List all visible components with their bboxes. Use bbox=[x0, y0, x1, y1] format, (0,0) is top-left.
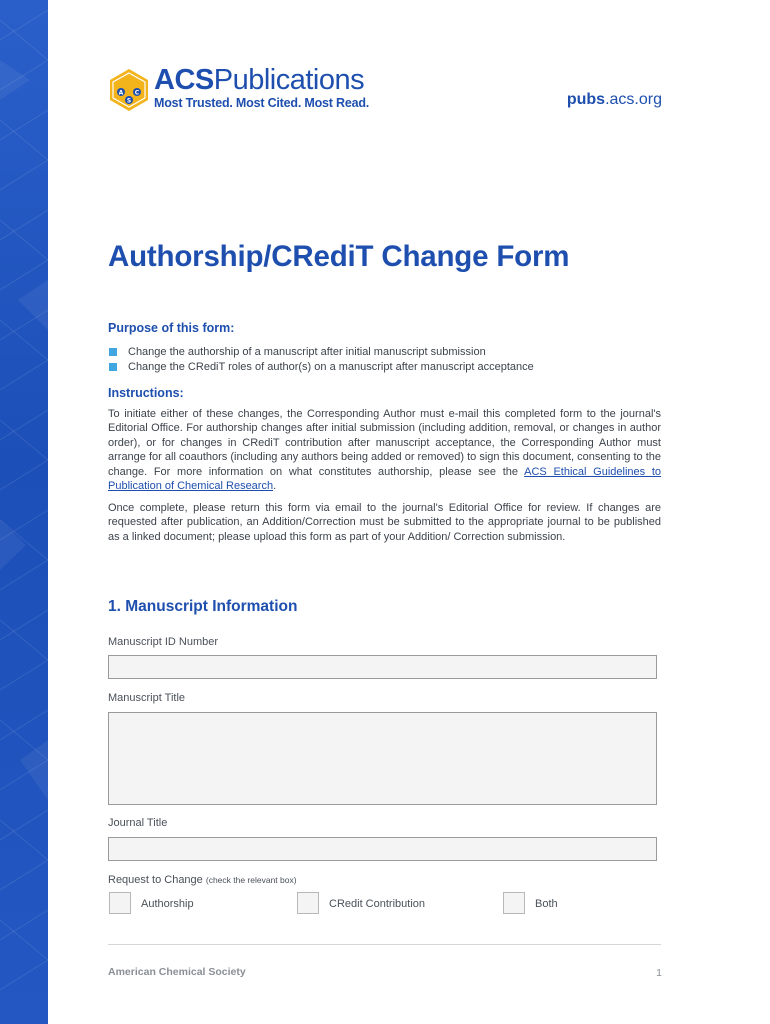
section-heading-manuscript-information: 1. Manuscript Information bbox=[108, 598, 298, 615]
instructions-paragraph-1: To initiate either of these changes, the Corresponding Author must e-mail this completed form to the journal's Editorial Office. For authorship changes after initial submission (including addition, removal, or changes in author order), or for changes in CRediT contribution after manuscript acceptance, the Corresponding Author must arrange for all coauthors (including any authors being added or removed) to sign this document, consenting to the change. For more information on what constitutes authorship, please see the ACS Ethical Guidelines to Publication of Chemical Research. bbox=[108, 408, 662, 493]
square-bullet-icon bbox=[109, 348, 117, 356]
acs-hexagon-logo-icon bbox=[108, 68, 150, 112]
both-checkbox[interactable] bbox=[503, 892, 525, 914]
credit-contribution-checkbox[interactable] bbox=[297, 892, 319, 914]
square-bullet-icon bbox=[109, 363, 117, 371]
acs-publications-logo[interactable] bbox=[108, 66, 368, 114]
request-to-change-label: Request to Change (check the relevant box) bbox=[108, 874, 297, 886]
purpose-heading: Purpose of this form: bbox=[108, 321, 235, 335]
svg-text:S: S bbox=[126, 97, 132, 105]
both-checkbox-label: Both bbox=[535, 898, 558, 910]
manuscript-title-input[interactable] bbox=[108, 712, 657, 805]
site-url-link[interactable]: pubs.acs.org bbox=[566, 91, 662, 108]
ethical-guidelines-link[interactable]: ACS Ethical Guidelines to Publication of Chemical Research bbox=[108, 465, 662, 493]
svg-text:A: A bbox=[118, 89, 124, 97]
brand-tagline: Most Trusted. Most Cited. Most Read. bbox=[154, 96, 370, 110]
decorative-side-band bbox=[0, 0, 48, 1024]
manuscript-id-input[interactable] bbox=[108, 655, 657, 679]
credit-contribution-checkbox-label: CRedit Contribution bbox=[329, 898, 425, 910]
page-number: 1 bbox=[656, 967, 662, 979]
svg-text:C: C bbox=[134, 89, 140, 97]
authorship-checkbox-label: Authorship bbox=[141, 898, 194, 910]
manuscript-title-label: Manuscript Title bbox=[108, 692, 186, 704]
manuscript-id-label: Manuscript ID Number bbox=[108, 636, 219, 648]
footer-organization: American Chemical Society bbox=[108, 966, 246, 978]
list-item: Change the authorship of a manuscript after initial manuscript submission bbox=[108, 345, 668, 360]
journal-title-label: Journal Title bbox=[108, 817, 168, 829]
instructions-paragraph-2: Once complete, please return this form via email to the journal's Editorial Office for review. If changes are requested after publication, an Addition/Correction must be submitted to the appropriate journal to be published as a linked document; please upload this form as part of your Addition/ Correction submission. bbox=[108, 502, 661, 543]
page-title: Authorship/CRediT Change Form bbox=[108, 240, 570, 273]
footer-divider bbox=[108, 944, 661, 945]
brand-name: ACSPublications bbox=[154, 64, 365, 96]
journal-title-input[interactable] bbox=[108, 837, 657, 861]
list-item: Change the CRediT roles of author(s) on a manuscript after manuscript acceptance bbox=[108, 360, 668, 375]
purpose-list bbox=[108, 345, 668, 375]
authorship-checkbox[interactable] bbox=[109, 892, 131, 914]
instructions-heading: Instructions: bbox=[108, 386, 184, 400]
